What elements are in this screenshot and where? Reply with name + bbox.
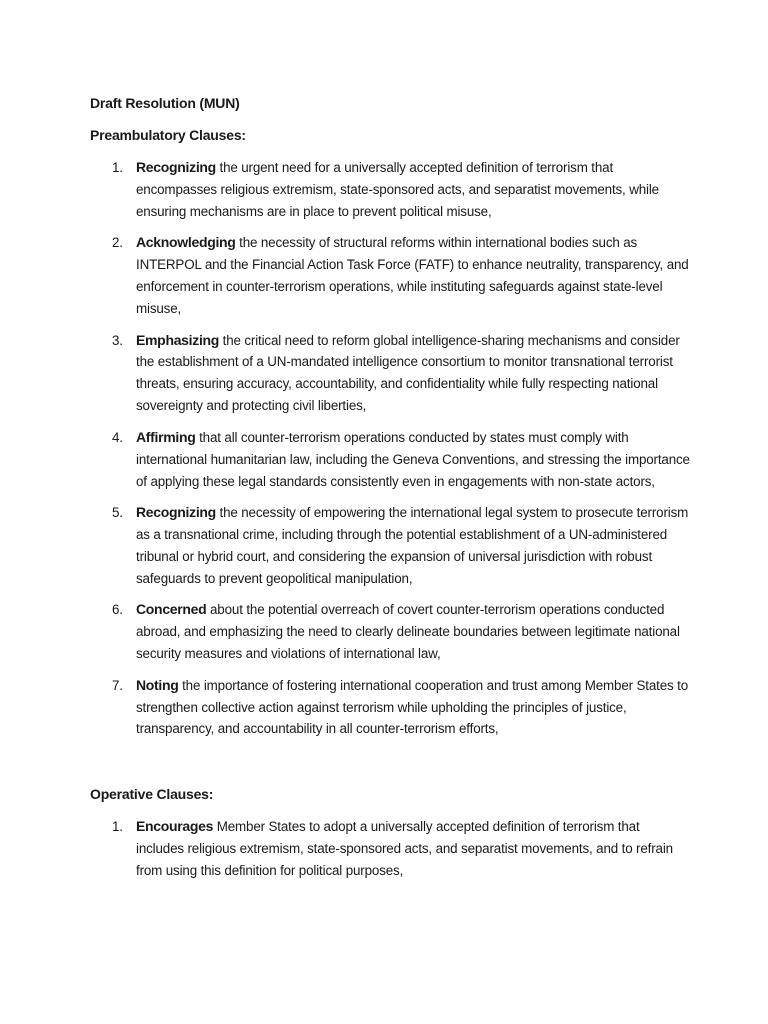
clause-number: 5. bbox=[112, 505, 123, 521]
clause-text: the urgent need for a universally accepted definition of terrorism that encompasses religious extremism, state-sponsored acts, and separatist movements, while ensuring mechanisms are in place to prevent political misuse, bbox=[136, 160, 659, 219]
clause-lead-word: Concerned bbox=[136, 601, 207, 618]
clause-number: 2. bbox=[112, 235, 123, 251]
preambulatory-clause bbox=[90, 427, 690, 493]
clause-lead-word: Noting bbox=[136, 676, 179, 693]
clause-number: 4. bbox=[112, 429, 123, 445]
clause-lead-word: Acknowledging bbox=[136, 234, 236, 251]
clause-lead-word: Recognizing bbox=[136, 159, 216, 175]
clause-text: the necessity of structural reforms within international bodies such as INTERPOL and the Financial Action Task Force (FATF) to enhance neutrality, transparency, and enforcement in counter-terrorism operations, while instituting safeguards against state-level misuse, bbox=[136, 235, 689, 317]
clause-lead-word: Affirming bbox=[136, 428, 196, 445]
clause-text: that all counter-terrorism operations conducted by states must comply with international humanitarian law, including the Geneva Conventions, and stressing the importance of applying these legal standards consistently even in engagements with non-state actors, bbox=[136, 429, 690, 489]
preambulatory-clause bbox=[90, 502, 690, 590]
preambulatory-clause-list bbox=[90, 157, 690, 740]
clause-text: Member States to adopt a universally accepted definition of terrorism that includes religious extremism, state-sponsored acts, and separatist movements, and to refrain from using this definition for political purposes, bbox=[136, 819, 673, 879]
preambulatory-heading: Preambulatory Clauses: bbox=[90, 127, 246, 143]
clause-number: 7. bbox=[112, 677, 123, 693]
preambulatory-clause bbox=[90, 675, 690, 741]
clause-lead-word: Encourages bbox=[136, 818, 214, 835]
operative-clause-list bbox=[90, 816, 690, 882]
clause-text: the importance of fostering international cooperation and trust among Member States to strengthen collective action against terrorism while upholding the principles of justice, transparency, and accountability in all counter-terrorism efforts, bbox=[136, 677, 689, 737]
operative-clause bbox=[90, 816, 690, 882]
clause-number: 1. bbox=[112, 160, 123, 175]
clause-number: 3. bbox=[112, 332, 123, 348]
document-title: Draft Resolution (MUN) bbox=[90, 95, 240, 111]
clause-number: 6. bbox=[112, 602, 123, 618]
clause-text: about the potential overreach of covert counter-terrorism operations conducted abroad, and emphasizing the need to clearly delineate boundaries between legitimate national security measures and violations of international law, bbox=[136, 602, 680, 662]
clause-text: the necessity of empowering the international legal system to prosecute terrorism as a transnational crime, including through the potential establishment of a UN-administered tribunal or hybrid court, and considering the expansion of universal jurisdiction with robust safeguards to prevent geopolitical manipulation, bbox=[136, 505, 689, 586]
preambulatory-clause bbox=[90, 157, 690, 223]
preambulatory-clause bbox=[90, 330, 690, 418]
clause-text: the critical need to reform global intelligence-sharing mechanisms and consider the establishment of a UN-mandated intelligence consortium to monitor transnational terrorist threats, ensuring accuracy, accountability, and confidentiality while fully respecting national sovereignty and protecting civil liberties, bbox=[136, 332, 680, 414]
clause-number: 1. bbox=[112, 819, 123, 835]
document-body bbox=[90, 93, 690, 892]
preambulatory-clause bbox=[90, 599, 690, 665]
clause-lead-word: Recognizing bbox=[136, 504, 216, 521]
preambulatory-clause bbox=[90, 232, 690, 320]
operative-heading: Operative Clauses: bbox=[90, 786, 214, 803]
clause-lead-word: Emphasizing bbox=[136, 331, 220, 348]
